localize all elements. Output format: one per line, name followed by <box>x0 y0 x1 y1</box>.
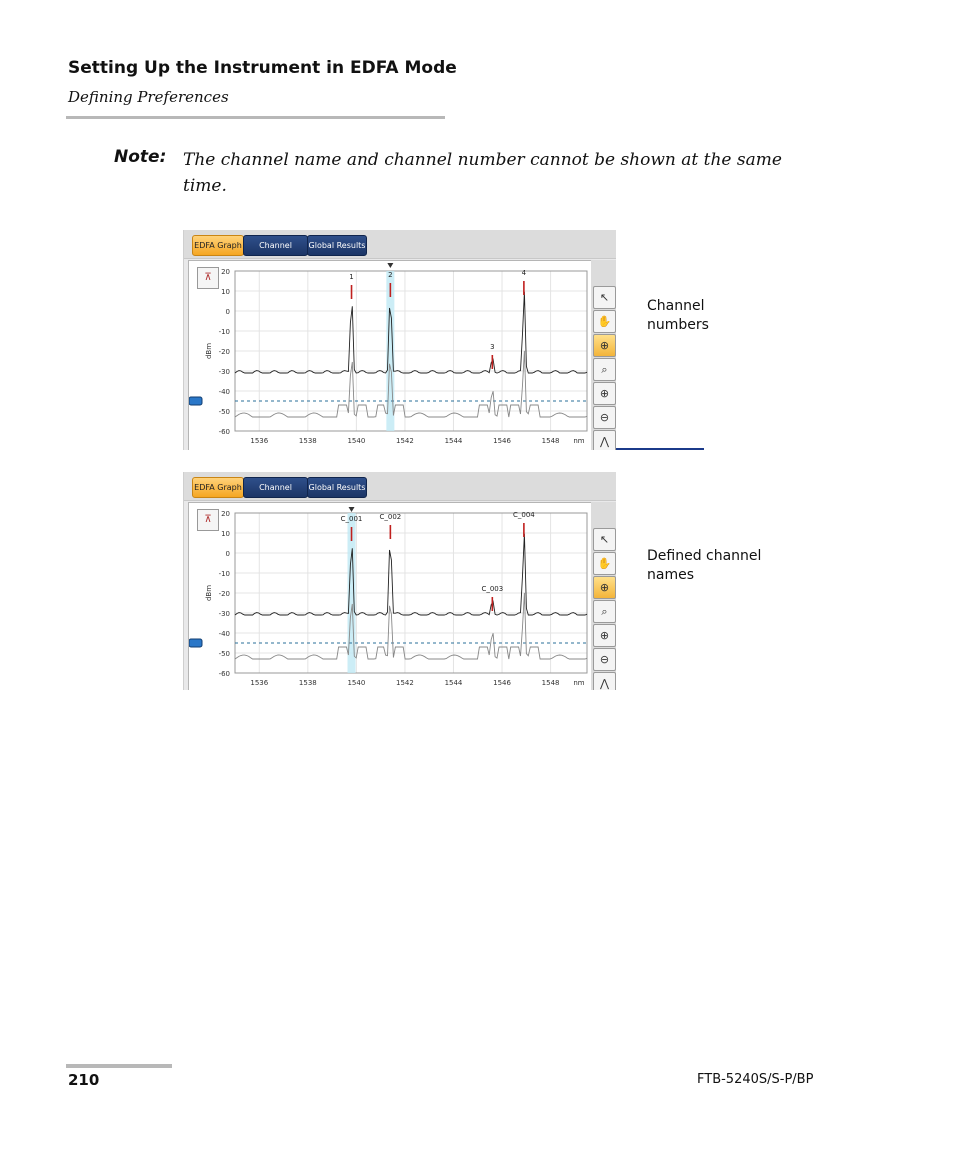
y-tick-label: 10 <box>221 530 230 538</box>
spectrum-trace <box>235 593 587 659</box>
product-name: FTB-5240S/S-P/BP <box>697 1072 814 1087</box>
spectrum-plot-area[interactable] <box>188 502 592 690</box>
edfa-graph-screenshot-names <box>183 472 704 690</box>
x-tick-label: 1540 <box>347 679 366 687</box>
callout-line: Defined channel <box>647 548 762 564</box>
threshold-handle <box>189 639 202 647</box>
spectrum-chart <box>189 261 591 450</box>
header-divider <box>66 116 445 119</box>
x-tick-label: 1536 <box>250 437 269 445</box>
x-tick-label: 1546 <box>493 679 511 687</box>
x-tick-label: 1544 <box>444 679 463 687</box>
hand-icon[interactable]: ✋ <box>593 552 616 575</box>
y-tick-label: -60 <box>218 670 230 678</box>
y-tick-label: 20 <box>221 510 230 518</box>
y-tick-label: -60 <box>218 428 230 436</box>
spectrum-trace <box>235 292 587 373</box>
y-tick-label: -10 <box>218 328 230 336</box>
zoom-out-icon[interactable]: ⊖ <box>593 406 616 429</box>
zoom-icon[interactable]: ⌕ <box>593 358 616 381</box>
y-tick-label: -10 <box>218 570 230 578</box>
cursor-icon[interactable]: ↖ <box>593 528 616 551</box>
zoom-in-icon[interactable]: ⊕ <box>593 382 616 405</box>
channel-label: C_001 <box>340 515 363 523</box>
x-tick-label: 1538 <box>298 679 317 687</box>
channel-label: 1 <box>349 273 354 281</box>
y-tick-label: -50 <box>218 650 230 658</box>
page-subtitle: Defining Preferences <box>68 88 229 106</box>
y-tick-label: 0 <box>225 550 230 558</box>
zoom-icon[interactable]: ⌕ <box>593 600 616 623</box>
spectrum-trace <box>235 351 587 417</box>
x-tick-label: 1548 <box>541 679 560 687</box>
x-tick-label: 1540 <box>347 437 366 445</box>
note-label: Note: <box>114 147 167 167</box>
selected-marker <box>349 507 355 512</box>
threshold-handle <box>189 397 202 405</box>
y-tick-label: -30 <box>218 610 230 618</box>
callout-line: Channel <box>647 298 705 314</box>
page-title: Setting Up the Instrument in EDFA Mode <box>68 58 457 78</box>
spectrum-chart <box>189 503 591 690</box>
y-tick-label: 10 <box>221 288 230 296</box>
x-tick-label: 1542 <box>396 679 414 687</box>
tool-sidebar <box>591 260 616 450</box>
zoom-fit-icon[interactable]: ⊕ <box>593 334 616 357</box>
y-tick-label: -30 <box>218 368 230 376</box>
zoom-fit-icon[interactable]: ⊕ <box>593 576 616 599</box>
tab-channel-results[interactable]: Channel <box>243 477 308 498</box>
x-tick-label: 1536 <box>250 679 269 687</box>
zoom-in-icon[interactable]: ⊕ <box>593 624 616 647</box>
zoom-out-icon[interactable]: ⊖ <box>593 648 616 671</box>
y-tick-label: 0 <box>225 308 230 316</box>
y-tick-label: -40 <box>218 630 230 638</box>
y-tick-label: -40 <box>218 388 230 396</box>
tab-global-results[interactable]: Global Results <box>307 235 367 256</box>
callout-line: names <box>647 567 694 583</box>
tab-edfa-graph[interactable]: EDFA Graph <box>192 235 244 256</box>
y-tick-label: -20 <box>218 590 230 598</box>
callout-line: numbers <box>647 317 709 333</box>
x-axis-label: nm <box>573 679 585 687</box>
channel-label: 2 <box>388 271 393 279</box>
hand-icon[interactable]: ✋ <box>593 310 616 333</box>
x-tick-label: 1548 <box>541 437 560 445</box>
spectrum-icon[interactable]: ⋀ <box>593 672 616 690</box>
note-text: The channel name and channel number cannot be shown at the same time. <box>183 150 782 196</box>
selected-marker <box>387 263 393 268</box>
y-tick-label: 20 <box>221 268 230 276</box>
tab-bar <box>184 472 616 501</box>
channel-label: C_003 <box>481 585 504 593</box>
spectrum-trace <box>235 534 587 615</box>
y-tick-label: -20 <box>218 348 230 356</box>
tab-channel-results[interactable]: Channel <box>243 235 308 256</box>
tool-sidebar <box>591 502 616 690</box>
x-tick-label: 1542 <box>396 437 414 445</box>
channel-label: 3 <box>490 343 495 351</box>
callout-channel-numbers <box>647 297 787 335</box>
x-tick-label: 1538 <box>298 437 317 445</box>
x-tick-label: 1544 <box>444 437 463 445</box>
peak-marker-icon[interactable]: ⊼ <box>197 509 219 531</box>
y-axis-label: dBm <box>205 342 213 360</box>
x-tick-label: 1546 <box>493 437 511 445</box>
footer-divider <box>66 1064 172 1068</box>
y-axis-label: dBm <box>205 584 213 602</box>
edfa-graph-screenshot-numbers <box>183 230 704 450</box>
tab-edfa-graph[interactable]: EDFA Graph <box>192 477 244 498</box>
spectrum-icon[interactable]: ⋀ <box>593 430 616 450</box>
tab-global-results[interactable]: Global Results <box>307 477 367 498</box>
spectrum-plot-area[interactable] <box>188 260 592 450</box>
channel-label: C_004 <box>513 511 535 519</box>
callout-channel-names <box>647 547 787 585</box>
channel-label: C_002 <box>379 513 402 521</box>
cursor-icon[interactable]: ↖ <box>593 286 616 309</box>
tab-bar <box>184 230 616 259</box>
page-number: 210 <box>68 1071 100 1089</box>
y-tick-label: -50 <box>218 408 230 416</box>
peak-marker-icon[interactable]: ⊼ <box>197 267 219 289</box>
channel-label: 4 <box>521 269 527 277</box>
x-axis-label: nm <box>573 437 585 445</box>
